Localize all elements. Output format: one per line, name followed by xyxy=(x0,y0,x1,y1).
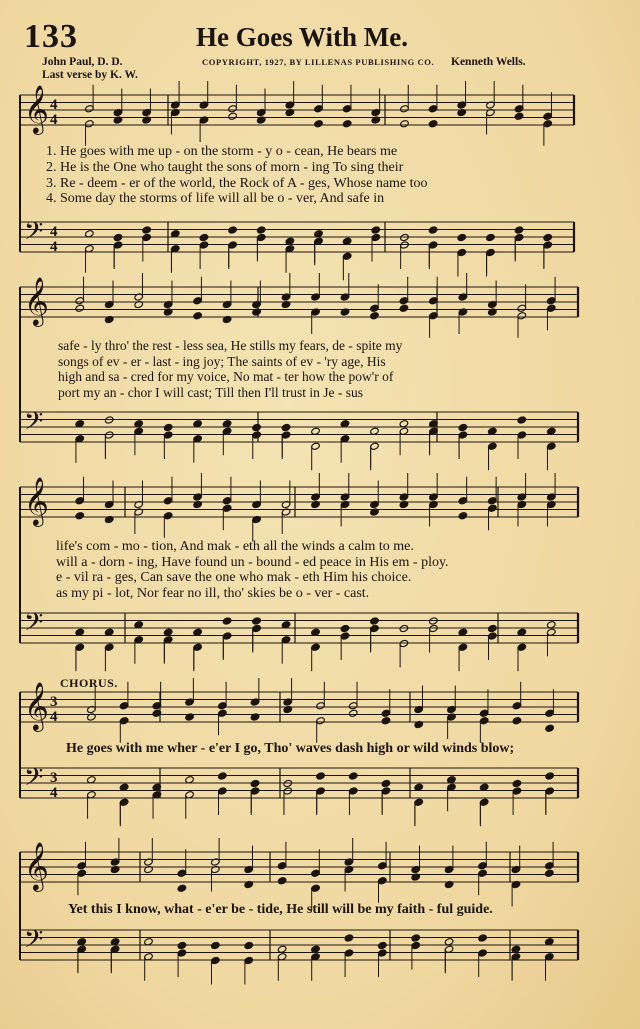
note-head xyxy=(75,512,85,520)
bass-clef: 𝄢 xyxy=(24,217,44,252)
note-head xyxy=(348,709,358,717)
note-head xyxy=(370,617,380,625)
note-head xyxy=(250,779,260,787)
system1-verse2: 2. He is the One who taught the sons of morn - ing To sing their xyxy=(46,160,404,175)
note-head xyxy=(478,934,488,942)
note-head xyxy=(218,772,228,780)
chorus-line1: He goes with me wher - e'er I go, Tho' waves dash high or wild winds blow; xyxy=(66,741,515,756)
note-head xyxy=(370,312,380,320)
note-head xyxy=(428,226,438,234)
note-head xyxy=(177,884,187,892)
treble-clef: 𝄞 xyxy=(24,681,49,730)
note-head xyxy=(340,624,350,632)
note-head xyxy=(545,869,555,877)
note-head xyxy=(252,617,262,625)
system2-verse1: safe - ly thro' the rest - less sea, He stills my fears, de - spite my xyxy=(58,338,403,353)
note-head xyxy=(75,304,85,312)
note-head xyxy=(277,877,287,885)
note-head xyxy=(458,512,468,520)
note-head xyxy=(545,772,555,780)
note-head xyxy=(371,226,381,234)
note-head xyxy=(252,423,262,431)
copyright-notice: COPYRIGHT, 1927, BY LILLENAS PUBLISHING CO. xyxy=(202,57,435,67)
bass-clef: 𝄢 xyxy=(24,763,44,798)
note-head xyxy=(177,941,187,949)
note-head xyxy=(543,233,553,241)
treble-clef: 𝄞 xyxy=(24,841,49,890)
note-head xyxy=(457,233,467,241)
note-head xyxy=(458,423,468,431)
note-head xyxy=(486,233,496,241)
treble-clef: 𝄞 xyxy=(24,476,49,525)
system2-verse2: songs of ev - er - last - ing joy; The saints of ev - 'ry age, His xyxy=(58,354,386,369)
note-head xyxy=(314,120,324,128)
note-head xyxy=(514,112,524,120)
note-head xyxy=(228,226,238,234)
note-head xyxy=(163,423,173,431)
system1-verse1: 1. He goes with me up - on the storm - y o - cean, He bears me xyxy=(46,144,398,159)
note-head xyxy=(514,226,524,234)
system3-verse2: will a - dorn - ing, Have found un - bound - ed peace in His em - ploy. xyxy=(56,555,449,570)
note-head xyxy=(344,934,354,942)
time-signature: 4 xyxy=(50,239,58,255)
note-head xyxy=(316,772,326,780)
note-head xyxy=(348,772,358,780)
note-head xyxy=(228,112,238,120)
system1-verse3: 3. Re - deem - er of the world, the Rock of A - ges, Whose name too xyxy=(46,176,428,191)
note-head xyxy=(411,934,421,942)
time-signature: 4 xyxy=(50,97,58,113)
time-signature: 3 xyxy=(50,770,58,786)
note-head xyxy=(381,779,391,787)
note-head xyxy=(399,304,409,312)
chorus-label: CHORUS. xyxy=(60,676,118,690)
time-signature: 4 xyxy=(50,112,58,128)
note-head xyxy=(222,617,232,625)
note-head xyxy=(488,624,498,632)
bass-clef: 𝄢 xyxy=(24,407,44,442)
note-head xyxy=(512,779,522,787)
time-signature: 3 xyxy=(50,694,58,710)
system2-verse3: high and sa - cred for my voice, No mat - ter how the pow'r of xyxy=(58,369,394,384)
note-head xyxy=(256,226,266,234)
note-head xyxy=(342,120,352,128)
staff-lines xyxy=(20,95,578,960)
hymn-number: 133 xyxy=(24,18,78,55)
note-head xyxy=(512,717,522,725)
time-signature: 4 xyxy=(50,224,58,240)
note-head xyxy=(378,941,388,949)
last-verse-credit: Last verse by K. W. xyxy=(42,69,138,81)
chorus-line2: Yet this I know, what - e'er be - tide, He still will be my faith - ful guide. xyxy=(68,902,493,917)
system2-verse4: port my an - chor I will cast; Till then I'll trust in Je - sus xyxy=(58,385,364,400)
bass-clef: 𝄢 xyxy=(24,608,44,643)
note-head xyxy=(142,226,152,234)
time-signature: 4 xyxy=(50,709,58,725)
system1-verse4: 4. Some day the storms of life will all be o - ver, And safe in xyxy=(46,191,385,206)
treble-clef: 𝄞 xyxy=(24,84,49,133)
note-head xyxy=(428,120,438,128)
note-head xyxy=(400,120,410,128)
note-head xyxy=(517,416,527,424)
system3-verse1: life's com - mo - tion, And mak - eth all the winds a calm to me. xyxy=(56,539,414,554)
treble-clef: 𝄞 xyxy=(24,276,49,325)
note-head xyxy=(199,233,209,241)
bass-clef: 𝄢 xyxy=(24,925,44,960)
system3-verse4: as my pi - lot, Nor fear no ill, tho' skies be o - ver - cast. xyxy=(56,586,370,601)
notation-marks xyxy=(24,81,556,985)
note-head xyxy=(113,233,123,241)
note-head xyxy=(211,941,221,949)
note-head xyxy=(193,312,203,320)
composer-credit: Kenneth Wells. xyxy=(451,56,526,68)
note-head xyxy=(381,717,391,725)
note-head xyxy=(545,724,555,732)
note-head xyxy=(244,941,254,949)
time-signature: 4 xyxy=(50,785,58,801)
hymn-title: He Goes With Me. xyxy=(196,22,408,52)
note-head xyxy=(281,423,291,431)
author-credit: John Paul, D. D. xyxy=(42,56,123,68)
system3-verse3: e - vil ra - ges, Can save the one who mak - eth Him his choice. xyxy=(56,570,412,585)
